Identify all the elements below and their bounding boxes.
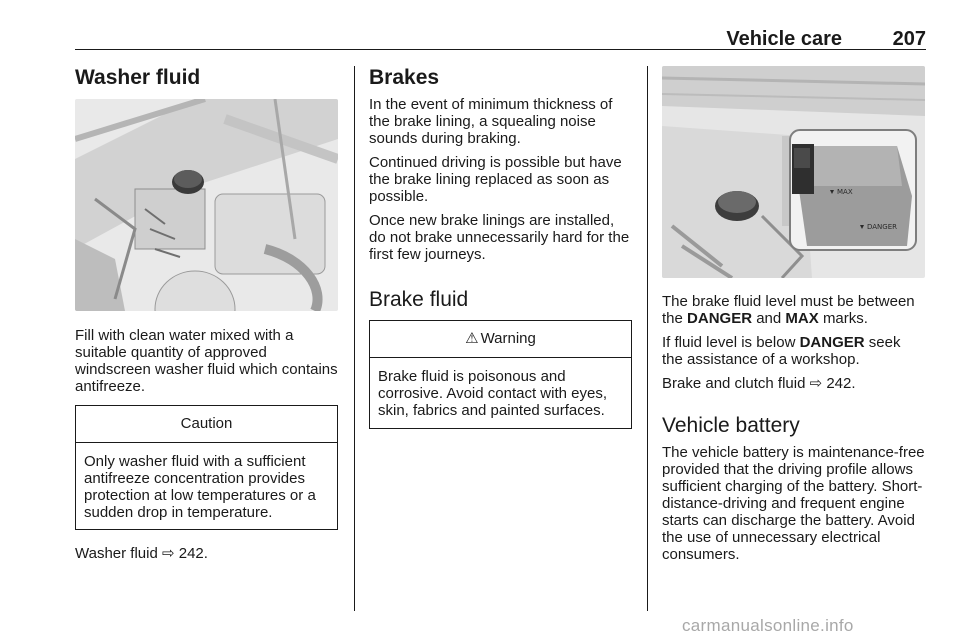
brakes-heading: Brakes xyxy=(369,66,440,89)
warning-box xyxy=(369,320,632,429)
figure-max-label: MAX xyxy=(837,188,853,196)
brakes-paragraph-3: Once new brake linings are installed, do not brake unnecessarily hard for the first few journeys. xyxy=(369,212,630,263)
warning-heading: Warning xyxy=(480,330,536,347)
vehicle-battery-paragraph: The vehicle battery is maintenance-free provided that the driving profile allows sufficient charging of the battery. Short-distance-driving and frequent engine starts can discharge the battery. Avoid the use of unnecessary electrical consumers. xyxy=(662,444,925,563)
warning-icon: ⚠ xyxy=(465,330,479,347)
warning-text: Brake fluid is poisonous and corrosive. Avoid contact with eyes, skin, fabrics and painted surfaces. xyxy=(378,368,607,419)
danger-mark: DANGER xyxy=(687,310,753,327)
section-title: Vehicle care xyxy=(726,28,842,50)
brakes-paragraph-1: In the event of minimum thickness of the brake lining, a squealing noise sounds during braking. xyxy=(369,96,613,147)
brake-fluid-level-paragraph: The brake fluid level must be between the DANGER and MAX marks. xyxy=(662,293,915,327)
column-divider-1 xyxy=(354,66,355,611)
page-header xyxy=(75,28,926,50)
brakes-paragraph-2: Continued driving is possible but have the brake lining replaced as soon as possible. xyxy=(369,154,622,205)
figure-danger-label: DANGER xyxy=(867,223,898,231)
page-number: 207 xyxy=(892,28,926,50)
brake-fluid-heading: Brake fluid xyxy=(369,288,469,311)
washer-fluid-heading: Washer fluid xyxy=(75,66,201,89)
column-divider-2 xyxy=(647,66,648,611)
low-fluid-paragraph: If fluid level is below DANGER seek the assistance of a workshop. xyxy=(662,334,901,368)
caution-heading: Caution xyxy=(76,406,337,443)
watermark: carmanualsonline.info xyxy=(682,616,854,635)
max-mark: MAX xyxy=(785,310,819,327)
reference-page[interactable]: 242. xyxy=(178,545,208,562)
reference-label: Brake and clutch fluid xyxy=(662,375,806,392)
reference-label: Washer fluid xyxy=(75,545,158,562)
vehicle-battery-heading: Vehicle battery xyxy=(662,414,800,437)
page-reference-arrow-icon: ⇨ xyxy=(161,545,175,562)
caution-text: Only washer fluid with a sufficient antifreeze concentration provides protection at low temperatures or a sudden drop in temperature. xyxy=(84,453,316,521)
washer-fluid-figure xyxy=(75,99,338,311)
caution-box xyxy=(75,405,338,530)
washer-fluid-paragraph: Fill with clean water mixed with a suitable quantity of approved windscreen washer fluid which contains antifreeze. xyxy=(75,327,338,395)
warning-header xyxy=(370,321,631,358)
page-reference-arrow-icon: ⇨ xyxy=(809,375,823,392)
washer-fluid-reference xyxy=(75,545,338,562)
reference-page[interactable]: 242. xyxy=(826,375,856,392)
brake-fluid-figure xyxy=(662,66,925,278)
danger-mark: DANGER xyxy=(799,334,865,351)
brake-fluid-reference xyxy=(662,375,925,392)
